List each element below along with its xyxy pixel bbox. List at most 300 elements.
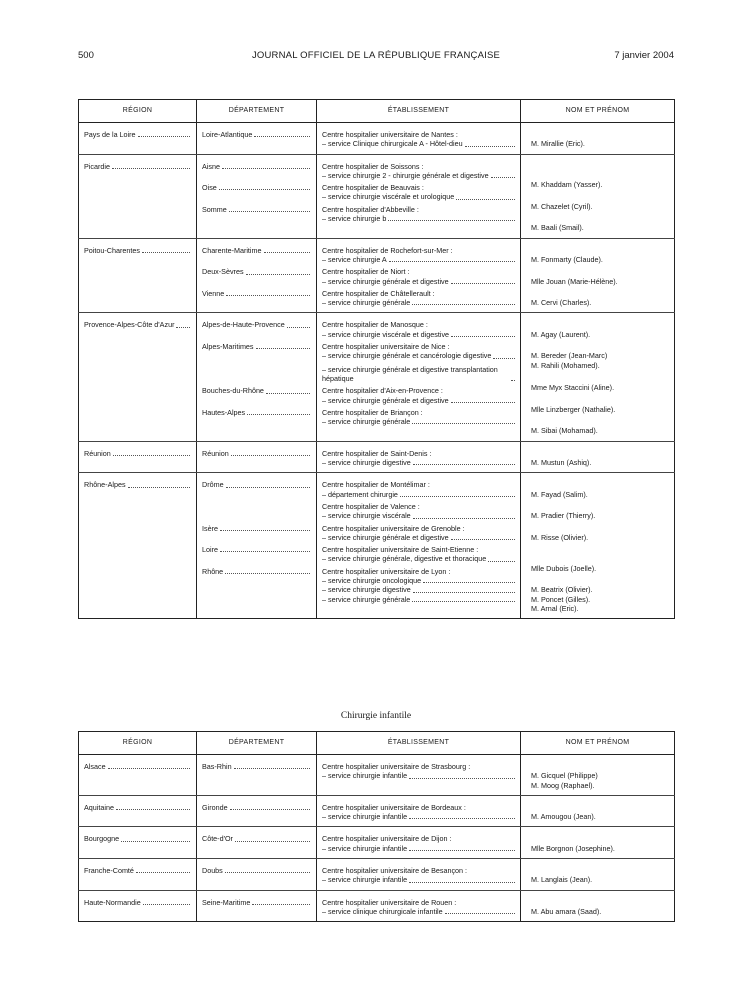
service-line [322,771,515,780]
person-name: M. Arnal (Eric). [531,603,579,613]
etablissement-entry [322,866,515,885]
hospital-name: Centre hospitalier universitaire de Nice : [322,342,450,352]
person-name: M. Rahili (Mohamed). [531,360,600,370]
column-header-departement: DÉPARTEMENT [197,100,317,123]
table-row [79,473,675,619]
spacer [526,162,669,171]
person-name: M. Bereder (Jean-Marc) [531,351,608,361]
spacer [526,396,669,405]
spacer [526,576,669,585]
nom-cell [521,123,675,155]
etablissement-cell [317,313,521,441]
departement-name [202,267,311,276]
hospital-name: Centre hospitalier universitaire de Saint-Etienne : [322,545,479,555]
spacer [526,898,669,907]
spacer [526,762,669,771]
spacer [526,524,669,533]
hospital-name: Centre hospitalier universitaire de Grenoble : [322,523,465,533]
etablissement-cell [317,441,521,473]
departement-label: Vienne [202,288,225,298]
issue-date: 7 janvier 2004 [614,50,674,61]
service-label: – service chirurgie générale et digestive transplantation hépatique [322,364,498,383]
person-name: M. Fonmarty (Claude). [531,254,603,264]
region-label: Franche-Comté [84,866,134,876]
etablissement-entry [322,449,515,468]
spacer [526,214,669,223]
column-header-nom: NOM ET PRÉNOM [521,732,675,755]
service-label: – service chirurgie générale [322,417,411,427]
region-label: Aquitaine [84,802,114,812]
names-block [526,192,669,211]
section-title: Chirurgie infantile [340,711,412,721]
service-label: – service chirurgie générale et digestive [322,395,449,405]
spacer [526,449,669,458]
nom-cell [521,154,675,238]
departement-cell [197,473,317,619]
departement-label: Loire [202,545,218,555]
spacer [526,342,669,351]
departement-label: Charente-Maritime [202,245,262,255]
etablissement-cell [317,890,521,922]
departement-name [202,762,311,771]
etablissement-entry [322,267,515,286]
service-label: – service chirurgie générale et digestive [322,276,449,286]
person-name: M. Moog (Raphael). [531,780,595,790]
region-cell [79,890,197,922]
names-block [526,342,669,392]
person-name: M. Pradier (Thierry). [531,511,596,521]
etablissement-entry [322,162,515,181]
table-row [79,755,675,796]
region-label: Poitou-Charentes [84,245,140,255]
service-line [322,533,515,542]
person-name: M. Abu amara (Saad). [531,906,602,916]
service-label: – service clinique chirurgicale infantile [322,906,443,916]
spacer [526,267,669,276]
departement-cell [197,827,317,859]
hospital-name: Centre hospitalier universitaire de Strasbourg : [322,762,471,771]
departement-name [202,246,311,255]
person-name: Mlle Dubois (Joelle). [531,563,597,573]
departement-cell [197,154,317,238]
spacer [526,289,669,298]
hospital-name: Centre hospitalier de Châtellerault : [322,288,435,298]
person-name: M. Amougou (Jean). [531,812,596,822]
departement-name [202,834,311,843]
departement-cell [197,313,317,441]
departement-block [202,205,311,214]
table-row [79,441,675,473]
etablissement-entry [322,408,515,427]
etablissement-entry [322,130,515,149]
departement-cell [197,123,317,155]
etablissement-cell [317,827,521,859]
running-header [78,50,674,64]
departement-block [202,246,311,255]
departement-label: Réunion [202,448,229,458]
names-block [526,449,669,468]
person-name: Mlle Jouan (Marie-Hélène). [531,276,618,286]
person-name: M. Mirallie (Eric). [531,139,585,149]
departement-label: Côte-d'Or [202,834,233,844]
service-line [322,844,515,853]
service-line [322,298,515,307]
spacer [526,417,669,426]
spacer [526,130,669,139]
region-cell [79,473,197,619]
departement-cell [197,755,317,796]
person-name: M. Baali (Smail). [531,223,584,233]
names-block [526,417,669,436]
hospital-name: Centre hospitalier de Niort : [322,267,410,277]
region-name [84,834,191,843]
hospital-name: Centre hospitalier de Manosque : [322,320,428,330]
names-block [526,803,669,822]
spacer [526,374,669,383]
person-name: Mlle Borgnon (Josephine). [531,843,615,853]
service-line [322,490,515,499]
table-body [79,755,675,922]
departement-label: Rhône [202,566,224,576]
etablissement-entry [322,567,515,604]
departement-label: Gironde [202,802,228,812]
nom-cell [521,859,675,891]
region-name [84,162,191,171]
departement-name [202,183,311,192]
names-block [526,524,669,543]
service-line [322,214,515,223]
etablissement-entry [322,289,515,308]
column-header-etablissement: ÉTABLISSEMENT [317,732,521,755]
departement-block [202,834,311,843]
nom-cell [521,441,675,473]
spacer [526,554,669,563]
departement-label: Somme [202,204,227,214]
region-label: Haute-Normandie [84,897,141,907]
person-name: M. Poncet (Gilles). [531,594,591,604]
region-cell [79,154,197,238]
person-name: M. Chazelet (Cyril). [531,201,593,211]
names-block [526,320,669,339]
service-line [322,330,515,339]
departement-block [202,762,311,771]
person-name: M. Khaddam (Yasser). [531,180,603,190]
service-label: – service chirurgie viscérale et digestive [322,329,450,339]
region-cell [79,123,197,155]
column-header-region: RÉGION [79,100,197,123]
service-label: – service chirurgie A [322,254,387,264]
table-row [79,859,675,891]
service-line [322,875,515,884]
region-label: Provence-Alpes-Côte d'Azur [84,320,175,330]
region-cell [79,441,197,473]
departement-block [202,866,311,875]
appointments-table [78,99,675,619]
hospital-name: Centre hospitalier universitaire de Bordeaux : [322,802,466,812]
person-name: M. Agay (Laurent). [531,329,591,339]
service-label: – service Clinique chirurgicale A - Hôtel-dieu [322,139,463,149]
person-name: M. Fayad (Salim). [531,489,588,499]
person-name: M. Mustun (Ashiq). [531,458,592,468]
hospital-name: Centre hospitalier universitaire de Nantes : [322,130,458,139]
table-row [79,313,675,441]
etablissement-entry [322,502,515,521]
service-label: – service chirurgie générale [322,594,411,604]
table-header-row [79,100,675,123]
etablissement-entry [322,524,515,543]
column-header-nom: NOM ET PRÉNOM [521,100,675,123]
departement-cell [197,441,317,473]
person-name: M. Risse (Olivier). [531,532,589,542]
nom-cell [521,890,675,922]
departement-name [202,545,311,554]
service-line [322,511,515,520]
service-label: – service chirurgie viscérale et urologique [322,192,455,202]
service-label: – service chirurgie 2 - chirurgie générale et digestive [322,170,489,180]
region-name [84,130,191,139]
hospital-name: Centre hospitalier universitaire de Rouen : [322,897,457,907]
etablissement-entry [322,480,515,499]
hospital-name: Centre hospitalier de Soissons : [322,161,424,171]
column-header-etablissement: ÉTABLISSEMENT [317,100,521,123]
region-name [84,320,191,329]
departement-cell [197,238,317,313]
region-name [84,866,191,875]
departement-name [202,480,311,489]
region-name [84,803,191,812]
etablissement-cell [317,154,521,238]
etablissement-entry [322,342,515,383]
table-row [79,827,675,859]
service-line [322,351,515,360]
names-block [526,834,669,853]
departement-name [202,898,311,907]
journal-title: JOURNAL OFFICIEL DE LA RÉPUBLIQUE FRANÇAISE [251,50,501,61]
service-line [322,585,515,594]
service-line [322,595,515,604]
service-line [322,576,515,585]
hospital-name: Centre hospitalier de Montélimar : [322,480,430,490]
nom-cell [521,473,675,619]
service-line [322,139,515,148]
service-line [322,396,515,405]
spacer [526,834,669,843]
names-block [526,396,669,415]
departement-label: Bas-Rhin [202,762,232,771]
hospital-name: Centre hospitalier universitaire de Lyon : [322,566,451,576]
departement-label: Loire-Atlantique [202,130,253,139]
region-cell [79,859,197,891]
service-label: – service chirurgie infantile [322,812,408,822]
etablissement-cell [317,123,521,155]
hospital-name: Centre hospitalier de Rochefort-sur-Mer : [322,245,453,255]
service-line [322,417,515,426]
person-name: Mme Myx Staccini (Aline). [531,383,615,393]
nom-cell [521,313,675,441]
departement-label: Hautes-Alpes [202,407,246,417]
service-line [322,365,515,384]
departement-name [202,320,311,329]
spacer [526,171,669,180]
etablissement-entry [322,834,515,853]
spacer [526,320,669,329]
departement-cell [197,890,317,922]
departement-block [202,386,311,395]
departement-block [202,524,311,533]
table-row [79,795,675,827]
departement-label: Isère [202,523,218,533]
names-block [526,214,669,233]
spacer [526,502,669,511]
departement-label: Bouches-du-Rhône [202,386,264,396]
spacer [526,480,669,489]
names-block [526,246,669,265]
names-block [526,130,669,149]
departement-name [202,449,311,458]
departement-block [202,567,311,576]
service-label: – service chirurgie infantile [322,875,408,885]
hospital-name: Centre hospitalier universitaire de Besançon : [322,866,468,876]
hospital-name: Centre hospitalier de Saint-Denis : [322,448,432,458]
departement-name [202,289,311,298]
region-name [84,762,191,771]
departement-label: Drôme [202,480,224,490]
region-label: Picardie [84,161,110,171]
departement-block [202,320,311,329]
departement-name [202,386,311,395]
region-cell [79,795,197,827]
service-label: – service chirurgie infantile [322,843,408,853]
table-row [79,890,675,922]
service-line [322,458,515,467]
spacer [526,246,669,255]
etablissement-cell [317,859,521,891]
names-block [526,576,669,613]
names-block [526,162,669,190]
hospital-name: Centre hospitalier d'Aix-en-Provence : [322,386,443,396]
departement-name [202,803,311,812]
region-cell [79,238,197,313]
region-name [84,898,191,907]
service-line [322,554,515,563]
departement-block [202,408,311,417]
service-label: – service chirurgie digestive [322,585,411,595]
etablissement-cell [317,755,521,796]
departement-cell [197,859,317,891]
departement-name [202,342,311,351]
hospital-name: Centre hospitalier universitaire de Dijon : [322,834,452,844]
region-label: Bourgogne [84,834,120,844]
nom-cell [521,755,675,796]
etablissement-entry [322,205,515,224]
service-label: – service chirurgie infantile [322,771,408,781]
departement-label: Alpes-Maritimes [202,342,254,352]
names-block [526,267,669,286]
region-cell [79,827,197,859]
region-name [84,480,191,489]
service-label: – service chirurgie b [322,214,387,224]
service-line [322,277,515,286]
hospital-name: Centre hospitalier de Beauvais : [322,183,424,193]
departement-block [202,267,311,276]
names-block [526,480,669,499]
nom-cell [521,795,675,827]
departement-block [202,803,311,812]
names-block [526,898,669,917]
etablissement-entry [322,803,515,822]
etablissement-cell [317,795,521,827]
region-label: Réunion [84,448,111,458]
column-header-departement: DÉPARTEMENT [197,732,317,755]
names-block [526,762,669,790]
departement-block [202,545,311,554]
table-row [79,123,675,155]
service-label: – service chirurgie générale et digestive [322,532,449,542]
departement-name [202,130,311,139]
service-label: – service chirurgie oncologique [322,575,422,585]
service-line [322,192,515,201]
region-label: Pays de la Loire [84,130,136,139]
appointments-table-chirurgie-infantile [78,731,675,922]
etablissement-entry [322,386,515,405]
column-header-region: RÉGION [79,732,197,755]
region-label: Alsace [84,762,106,771]
service-label: – département chirurgie [322,489,398,499]
service-label: – service chirurgie digestive [322,458,411,468]
person-name: M. Gicquel (Philippe) [531,771,598,781]
departement-name [202,205,311,214]
hospital-name: Centre hospitalier d'Abbeville : [322,204,419,214]
names-block [526,502,669,521]
region-cell [79,313,197,441]
departement-block [202,162,311,171]
departement-label: Seine-Maritime [202,897,251,907]
departement-label: Aisne [202,161,220,171]
departement-name [202,162,311,171]
etablissement-entry [322,898,515,917]
departement-label: Oise [202,183,217,193]
names-block [526,289,669,308]
departement-name [202,866,311,875]
table-header-row [79,732,675,755]
departement-block [202,342,311,351]
person-name: Mlle Linzberger (Nathalie). [531,404,616,414]
departement-label: Alpes-de-Haute-Provence [202,320,285,330]
nom-cell [521,238,675,313]
person-name: M. Langlais (Jean). [531,875,593,885]
etablissement-cell [317,238,521,313]
departement-block [202,183,311,192]
departement-block [202,289,311,298]
service-line [322,907,515,916]
names-block [526,866,669,885]
region-cell [79,755,197,796]
spacer [526,192,669,201]
etablissement-entry [322,320,515,339]
hospital-name: Centre hospitalier de Briançon : [322,407,423,417]
region-name [84,449,191,458]
etablissement-entry [322,246,515,265]
departement-name [202,408,311,417]
spacer [526,545,669,554]
region-name [84,246,191,255]
service-label: – service chirurgie générale, digestive et thoracique [322,554,487,564]
departement-block [202,130,311,139]
etablissement-cell [317,473,521,619]
table-row [79,154,675,238]
etablissement-entry [322,545,515,564]
departement-block [202,480,311,489]
